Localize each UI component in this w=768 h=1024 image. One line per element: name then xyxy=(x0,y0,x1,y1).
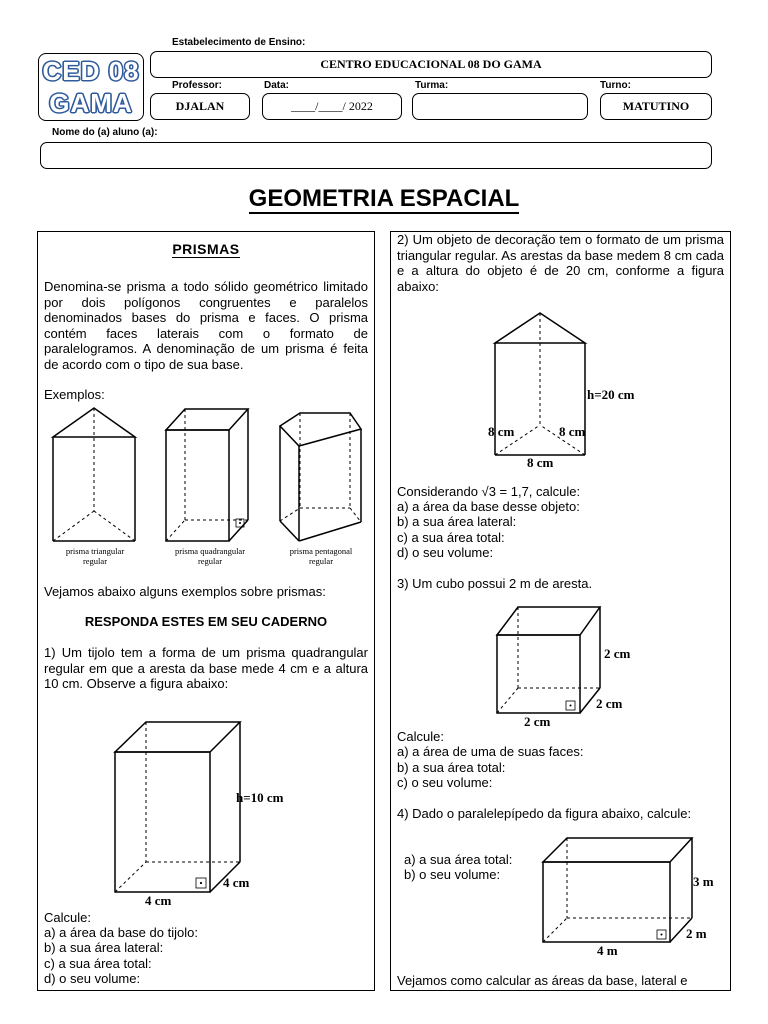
student-name-field[interactable] xyxy=(40,142,712,169)
intro-paragraph: Denomina-se prisma a todo sólido geométrico limitado por dois polígonos congruentes e paralelos denominados bases do prisma e faces. O prisma contém faces laterais com o formato de paralelogramos. A denominação de um prisma é feita de acordo com o tipo de sua base. xyxy=(44,279,368,372)
institution-field: CENTRO EDUCACIONAL 08 DO GAMA xyxy=(150,51,712,78)
shift-field: MATUTINO xyxy=(600,93,712,120)
caption-quadrangular-line2: regular xyxy=(197,556,223,566)
q2-left-label: 8 cm xyxy=(488,424,515,439)
caption-quadrangular-line1: prisma quadrangular xyxy=(174,546,246,556)
q3-text: 3) Um cubo possui 2 m de aresta. xyxy=(397,576,593,591)
q1-calc-0: Calcule: xyxy=(44,910,91,925)
q1-calc-1: a) a área da base do tijolo: xyxy=(44,925,198,940)
q3-base-label: 2 cm xyxy=(524,714,551,729)
caption-triangular-line1: prisma triangular xyxy=(65,546,125,556)
see-below-text: Vejamos abaixo alguns exemplos sobre prismas: xyxy=(44,584,326,599)
caption-pentagonal-line2: regular xyxy=(308,556,334,566)
school-logo xyxy=(38,53,144,121)
q3-depth-label: 2 cm xyxy=(596,696,623,711)
q4-depth-label: 2 m xyxy=(686,926,707,941)
q4-base-label: 4 m xyxy=(597,943,618,958)
shift-label: Turno: xyxy=(600,80,631,91)
class-label: Turma: xyxy=(415,80,449,91)
q2-text: 2) Um objeto de decoração tem o formato de um prisma triangular regular. As arestas da base medem 8 cm cada e a altura do objeto é de 20 cm, conforme a figura abaixo: xyxy=(397,232,724,294)
q2-base-label: 8 cm xyxy=(527,455,554,470)
q4-text: 4) Dado o paralelepípedo da figura abaixo, calcule: xyxy=(397,806,692,821)
q1-height-label: h=10 cm xyxy=(236,790,284,805)
q1-base-label: 4 cm xyxy=(145,893,172,908)
q4-parallelepiped-figure xyxy=(0,0,1,1)
caption-triangular xyxy=(52,546,138,566)
institution-label: Estabelecimento de Ensino: xyxy=(172,37,306,48)
q3-calc-2: b) a sua área total: xyxy=(397,760,506,775)
logo-line-1: CED 08 xyxy=(42,56,140,86)
class-field[interactable] xyxy=(412,93,588,120)
logo-line-2: GAMA xyxy=(49,88,133,118)
q3-calc-0: Calcule: xyxy=(397,729,444,744)
q2-calc-3: c) a sua área total: xyxy=(397,530,505,545)
q2-height-label: h=20 cm xyxy=(587,387,635,402)
student-label: Nome do (a) aluno (a): xyxy=(52,127,158,138)
q4-item-0: a) a sua área total: xyxy=(404,852,513,867)
q2-calc-0: Considerando √3 = 1,7, calcule: xyxy=(397,484,581,499)
date-label: Data: xyxy=(264,80,290,91)
q3-calc-1: a) a área de uma de suas faces: xyxy=(397,744,584,759)
q2-calc-4: d) o seu volume: xyxy=(397,545,494,560)
footer-text: Vejamos como calcular as áreas da base, lateral e xyxy=(397,973,688,988)
q1-calc-4: d) o seu volume: xyxy=(44,971,141,986)
date-field: ____/____/ 2022 xyxy=(262,93,402,120)
q1-calc-2: b) a sua área lateral: xyxy=(44,940,164,955)
q2-calc-2: b) a sua área lateral: xyxy=(397,514,517,529)
caption-triangular-line2: regular xyxy=(82,556,108,566)
teacher-field: DJALAN xyxy=(150,93,250,120)
prismas-heading-text: PRISMAS xyxy=(172,241,240,257)
q4-height-label: 3 m xyxy=(693,874,714,889)
answer-heading: RESPONDA ESTES EM SEU CADERNO xyxy=(84,614,328,629)
q3-calc-3: c) o seu volume: xyxy=(397,775,493,790)
q2-calc-1: a) a área da base desse objeto: xyxy=(397,499,580,514)
examples-label: Exemplos: xyxy=(44,387,105,402)
page-title xyxy=(0,185,768,213)
q3-side-label: 2 cm xyxy=(604,646,631,661)
page-title-text: GEOMETRIA ESPACIAL xyxy=(248,185,520,212)
teacher-label: Professor: xyxy=(172,80,223,91)
q1-text: 1) Um tijolo tem a forma de um prisma quadrangular regular em que a aresta da base mede 4 cm e a altura 10 cm. Observe a figura abaixo: xyxy=(44,645,368,692)
q2-right-label: 8 cm xyxy=(559,424,586,439)
q1-calc-3: c) a sua área total: xyxy=(44,956,152,971)
q1-side-label: 4 cm xyxy=(223,875,250,890)
caption-pentagonal xyxy=(278,546,364,566)
prismas-heading xyxy=(37,242,375,258)
caption-quadrangular xyxy=(162,546,258,566)
q4-item-1: b) o seu volume: xyxy=(404,867,501,882)
caption-pentagonal-line1: prisma pentagonal xyxy=(289,546,353,556)
